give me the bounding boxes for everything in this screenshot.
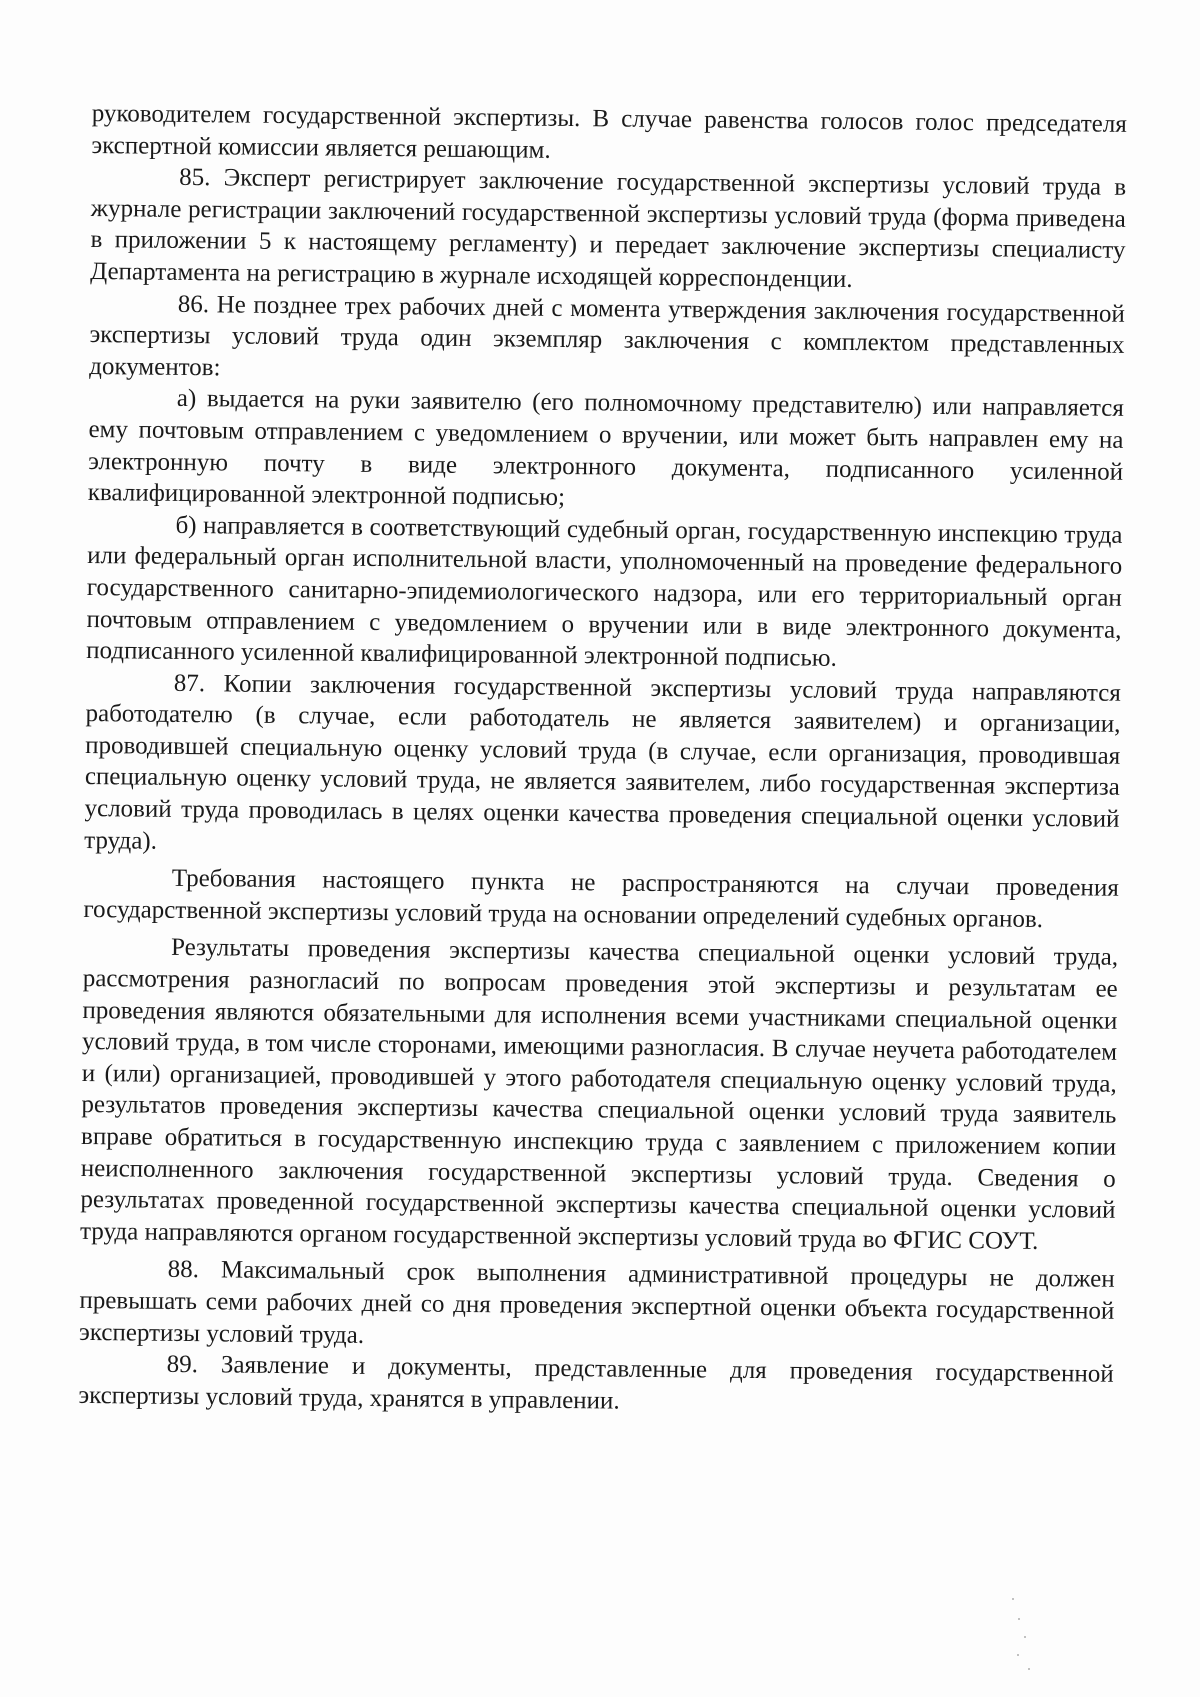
- paragraph-continuation: руководителем государственной экспертизы. В случае равенства голосов голос председателя экспертной комиссии является решающим.: [91, 99, 1127, 164]
- scan-speck: [1017, 1654, 1019, 1656]
- paragraph-87: 87. Копии заключения государственной экспертизы условий труда направляются работодателю (в случае, если работодатель не является заявителем) и организации, проводившей специальную оценку условий труда (в случае, если организация, проводившая специальную оценку условий труда, не является заявителем, либо государственная экспертиза условий труда проводилась в целях оценки качества проведения специальной оценки условий труда).: [84, 669, 1121, 855]
- paragraph-87-requirements: Требования настоящего пункта не распространяются на случаи проведения государственной экспертизы условий труда на основании определений судебных органов.: [83, 865, 1119, 933]
- paragraph-88: 88. Максимальный срок выполнения административной процедуры не должен превышать семи рабочих дней со дня проведения экспертной оценки объекта государственной экспертизы условий труда.: [78, 1256, 1115, 1349]
- paragraph-86-a: а) выдается на руки заявителю (его полномочному представителю) или направляется ему почтовым отправлением с уведомлением о вручении, или может быть направлен ему на электронную почту в виде электронного документа, подписанного усиленной квалифицированной электронной подписью;: [87, 385, 1124, 512]
- scan-noise: [1008, 1596, 1048, 1676]
- paragraph-86: 86. Не позднее трех рабочих дней с момента утверждения заключения государственной экспертизы условий труда один экземпляр заключения с комплектом представленных документов:: [89, 290, 1125, 382]
- paragraph-89: 89. Заявление и документы, представленные для проведения государственной экспертизы условий труда, хранятся в управлении.: [78, 1351, 1114, 1415]
- scan-speck: [1012, 1598, 1014, 1600]
- document-body: [78, 98, 1127, 1422]
- paragraph-85: 85. Эксперт регистрирует заключение государственной экспертизы условий труда в журнале регистрации заключений государственной экспертизы условий труда (форма приведена в приложении 5 к настоящему регламенту) и передает заключение экспертизы специалисту Департамента на регистрацию в журнале исходящей корреспонденции.: [90, 164, 1127, 293]
- paragraph-86-b: б) направляется в соответствующий судебный орган, государственную инспекцию труда или федеральный орган исполнительной власти, уполномоченный на проведение федерального государственного санитарно-эпидемиологического надзора, или его территориальный орган почтовым отправлением с уведомлением о вручении или в виде электронного документа, подписанного усиленной квалифицированной электронной подписью.: [86, 511, 1123, 672]
- scan-speck: [1028, 1668, 1030, 1670]
- scan-speck: [1024, 1636, 1026, 1638]
- scan-speck: [1018, 1618, 1020, 1620]
- paragraph-87-results: Результаты проведения экспертизы качества специальной оценки условий труда, рассмотрения разногласий по вопросам проведения этой экспертизы и результатам ее проведения являются обязательными для исполнения всеми участниками специальной оценки условий труда, в том числе сторонами, имеющими разногласия. В случае неучета работодателем и (или) организацией, проводившей у этого работодателя специальную оценку условий труда, результатов проведения экспертизы качества специальной оценки условий труда заявитель вправе обратиться в государственную инспекцию труда с заявлением с приложением копии неисполненного заключения государственной экспертизы условий труда. Сведения о результатах проведенной государственной экспертизы качества специальной оценки условий труда направляются органом государственной экспертизы условий труда во ФГИС СОУТ.: [79, 934, 1119, 1255]
